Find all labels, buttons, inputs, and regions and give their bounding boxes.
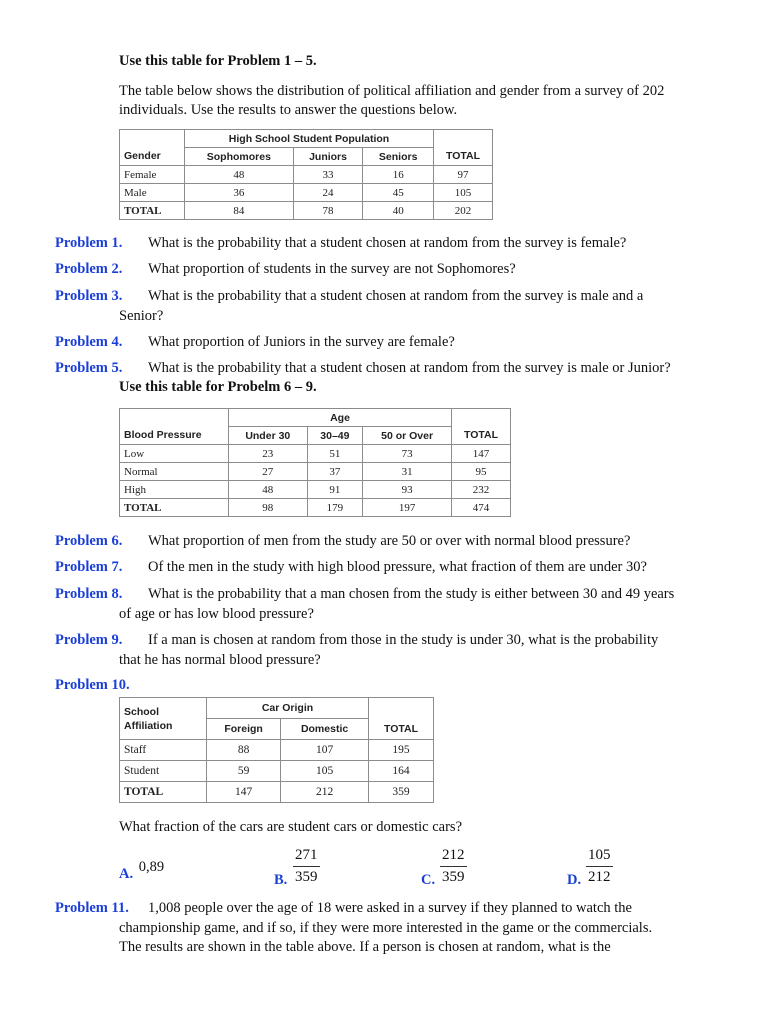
problem-7: Problem 7. Of the men in the study with high blood pressure, what fraction of them are under 30? bbox=[55, 559, 647, 575]
problem-10-question: What fraction of the cars are student cars or domestic cars? bbox=[119, 819, 463, 835]
table3-row-header: School Affiliation bbox=[120, 698, 207, 740]
problem-9: Problem 9. If a man is chosen at random from those in the study is under 30, what is the probability that he has normal blood pressure? bbox=[55, 632, 659, 668]
table-blood-pressure bbox=[119, 408, 511, 517]
table1-header: Seniors bbox=[363, 148, 434, 166]
problem-8: Problem 8. What is the probability that a man chosen from the study is either between 30 and 49 years of age or has low blood pressure? bbox=[55, 586, 675, 622]
problem-4: Problem 4. What proportion of Juniors in the survey are female? bbox=[55, 334, 455, 350]
table1-header: Juniors bbox=[293, 148, 363, 166]
table1-header: TOTAL bbox=[434, 148, 493, 166]
choice-c-fraction[interactable]: $\frac{212}{359}$ bbox=[442, 847, 465, 885]
table-row: Normal 27 37 31 95 bbox=[120, 463, 511, 481]
choice-b-fraction[interactable]: $\frac{271}{359}$ bbox=[295, 847, 318, 885]
table2-group-header: Age bbox=[229, 409, 452, 427]
table-row: TOTAL 84 78 40 202 bbox=[120, 202, 493, 220]
choice-d-letter[interactable]: D. bbox=[567, 872, 582, 888]
table2-header: Under 30 bbox=[229, 427, 308, 445]
table2-header: 30–49 bbox=[307, 427, 363, 445]
section2-heading: Use this table for Probelm 6 – 9. bbox=[119, 379, 317, 395]
table3-header: Foreign bbox=[207, 719, 281, 740]
table2-header: Blood Pressure bbox=[120, 427, 229, 445]
problem-5: Problem 5. What is the probability that a student chosen at random from the survey is male or Junior? bbox=[55, 360, 671, 376]
table-student-population bbox=[119, 129, 493, 220]
table-row: TOTAL 147 212 359 bbox=[120, 782, 434, 803]
table1-header: Gender bbox=[120, 148, 185, 166]
problem-10-label: Problem 10. bbox=[55, 677, 130, 693]
table-row: Male 36 24 45 105 bbox=[120, 184, 493, 202]
problem-1: Problem 1. What is the probability that a student chosen at random from the survey is female? bbox=[55, 235, 627, 251]
table3-group-header: Car Origin bbox=[207, 698, 369, 719]
table-row: High 48 91 93 232 bbox=[120, 481, 511, 499]
table2-header: TOTAL bbox=[452, 427, 511, 445]
table1-group-header: High School Student Population bbox=[185, 130, 434, 148]
table3-header: Domestic bbox=[281, 719, 369, 740]
table2-header: 50 or Over bbox=[363, 427, 452, 445]
table-row: TOTAL 98 179 197 474 bbox=[120, 499, 511, 517]
table-row: Female 48 33 16 97 bbox=[120, 166, 493, 184]
section1-heading: Use this table for Problem 1 – 5. bbox=[119, 53, 317, 69]
problem-3: Problem 3. What is the probability that a student chosen at random from the survey is male and a Senior? bbox=[55, 288, 644, 324]
problem-6: Problem 6. What proportion of men from the study are 50 or over with normal blood pressure? bbox=[55, 533, 631, 549]
choice-a[interactable]: A. 0,89 bbox=[119, 859, 165, 882]
choice-d-fraction[interactable]: $\frac{105}{212}$ bbox=[588, 847, 611, 885]
table1-header: Sophomores bbox=[185, 148, 294, 166]
table3-header: TOTAL bbox=[369, 719, 434, 740]
choice-b-letter[interactable]: B. bbox=[274, 872, 288, 888]
choice-c-letter[interactable]: C. bbox=[421, 872, 436, 888]
table-row: Staff 88 107 195 bbox=[120, 740, 434, 761]
table-row: Low 23 51 73 147 bbox=[120, 445, 511, 463]
problem-11: Problem 11. 1,008 people over the age of 18 were asked in a survey if they planned to watch the championship game, and if so, if they were more interested in the game or the commercials. The results are shown in the table above. If a person is chosen at random, what is the bbox=[55, 900, 653, 955]
section1-intro: The table below shows the distribution of political affiliation and gender from a survey of 202 individuals. Use the results to answer the questions below. bbox=[119, 83, 665, 118]
problem-2: Problem 2. What proportion of students in the survey are not Sophomores? bbox=[55, 261, 516, 277]
table-row: Student 59 105 164 bbox=[120, 761, 434, 782]
table-car-origin bbox=[119, 697, 434, 803]
